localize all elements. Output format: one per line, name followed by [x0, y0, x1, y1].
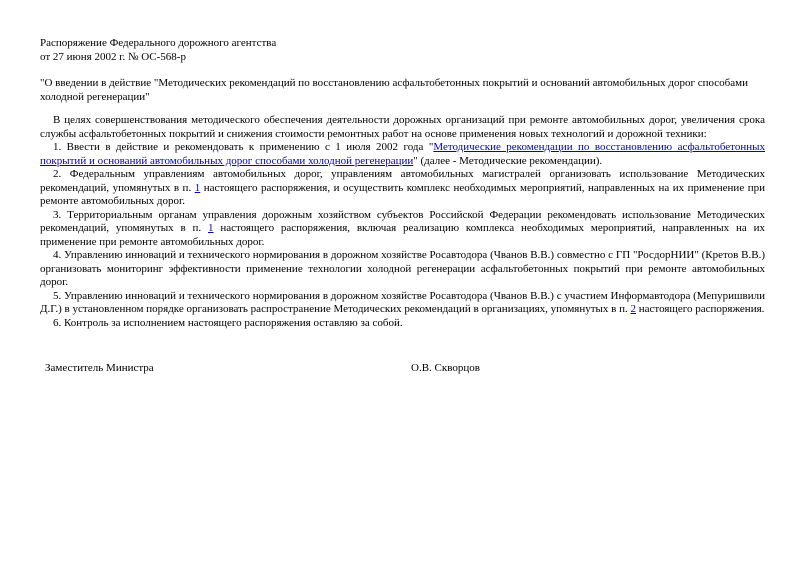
- item-1-text-before: 1. Ввести в действие и рекомендовать к применению с 1 июля 2002 года ": [53, 141, 434, 153]
- item-5-text-before: 5. Управлению инноваций и технического нормирования в дорожном хозяйстве Росавтодора (Чванов В.В.) с участием Информавтодора (Мепуришвили Д.Г.) в установленном порядке организовать распространение Методических рекомендаций в организациях, упомянутых в п.: [40, 289, 765, 315]
- item-2-paragraph: [40, 168, 765, 209]
- item-2-ref-link[interactable]: 1: [194, 181, 201, 194]
- item-1-text-after: " (далее - Методические рекомендации).: [413, 154, 603, 167]
- item-3-paragraph: [40, 209, 765, 250]
- date-number-line: от 27 июня 2002 г. № ОС-568-р: [40, 50, 186, 63]
- item-5-ref-link[interactable]: 2: [630, 303, 636, 315]
- methodical-recommendations-link[interactable]: Методические рекомендации по восстановлению асфальтобетонных покрытий и оснований автомобильных дорог способами холодной регенерации: [40, 141, 765, 167]
- item-2-text-before: 2. Федеральным управлениям автомобильных дорог, управлениям автомобильных магистралей организовать использование Методических рекомендаций, упомянутых в п.: [40, 168, 765, 194]
- issuer-line: Распоряжение Федерального дорожного агентства: [40, 37, 277, 49]
- preamble-paragraph: В целях совершенствования методического обеспечения деятельности дорожных организаций при ремонте автомобильных дорог, увеличения срока службы асфальтобетонных покрытий и снижения стоимости ремонтных работ на основе применения новых технологий и дорожной техники:: [40, 114, 765, 140]
- item-3-ref-link[interactable]: 1: [208, 222, 214, 234]
- item-3-text-before: 3. Территориальным органам управления дорожным хозяйством субъектов Российской Федерации рекомендовать использование Методических рекомендаций, упомянутых в п.: [40, 208, 765, 234]
- item-5-paragraph: [40, 290, 765, 317]
- item-2-text-after: настоящего распоряжения, и осуществить комплекс необходимых мероприятий, направленных на их применение при ремонте автомобильных дорог.: [40, 181, 765, 207]
- document-header: [40, 37, 770, 64]
- item-6-paragraph: 6. Контроль за исполнением настоящего распоряжения оставляю за собой.: [53, 316, 403, 329]
- signatory-position: Заместитель Министра: [45, 362, 154, 374]
- item-5-text-after: настоящего распоряжения.: [636, 303, 765, 315]
- item-1-paragraph: [40, 141, 765, 168]
- document-body: [40, 114, 765, 330]
- item-3-text-after: настоящего распоряжения, включая реализацию комплекса необходимых мероприятий, направленных на их применение при ремонте автомобильных дорог.: [40, 222, 765, 248]
- signatory-name: О.В. Скворцов: [411, 362, 480, 374]
- item-4-paragraph: 4. Управлению инноваций и технического нормирования в дорожном хозяйстве Росавтодора (Чванов В.В.) совместно с ГП "РосдорНИИ" (Кретов В.В.) организовать мониторинг эффективности применение технологии холодной регенерации асфальтобетонных покрытий при ремонте автомобильных дорог.: [40, 249, 765, 288]
- document-title: "О введении в действие "Методических рекомендаций по восстановлению асфальтобетонных покрытий и оснований автомобильных дорог способами холодной регенерации": [40, 77, 748, 103]
